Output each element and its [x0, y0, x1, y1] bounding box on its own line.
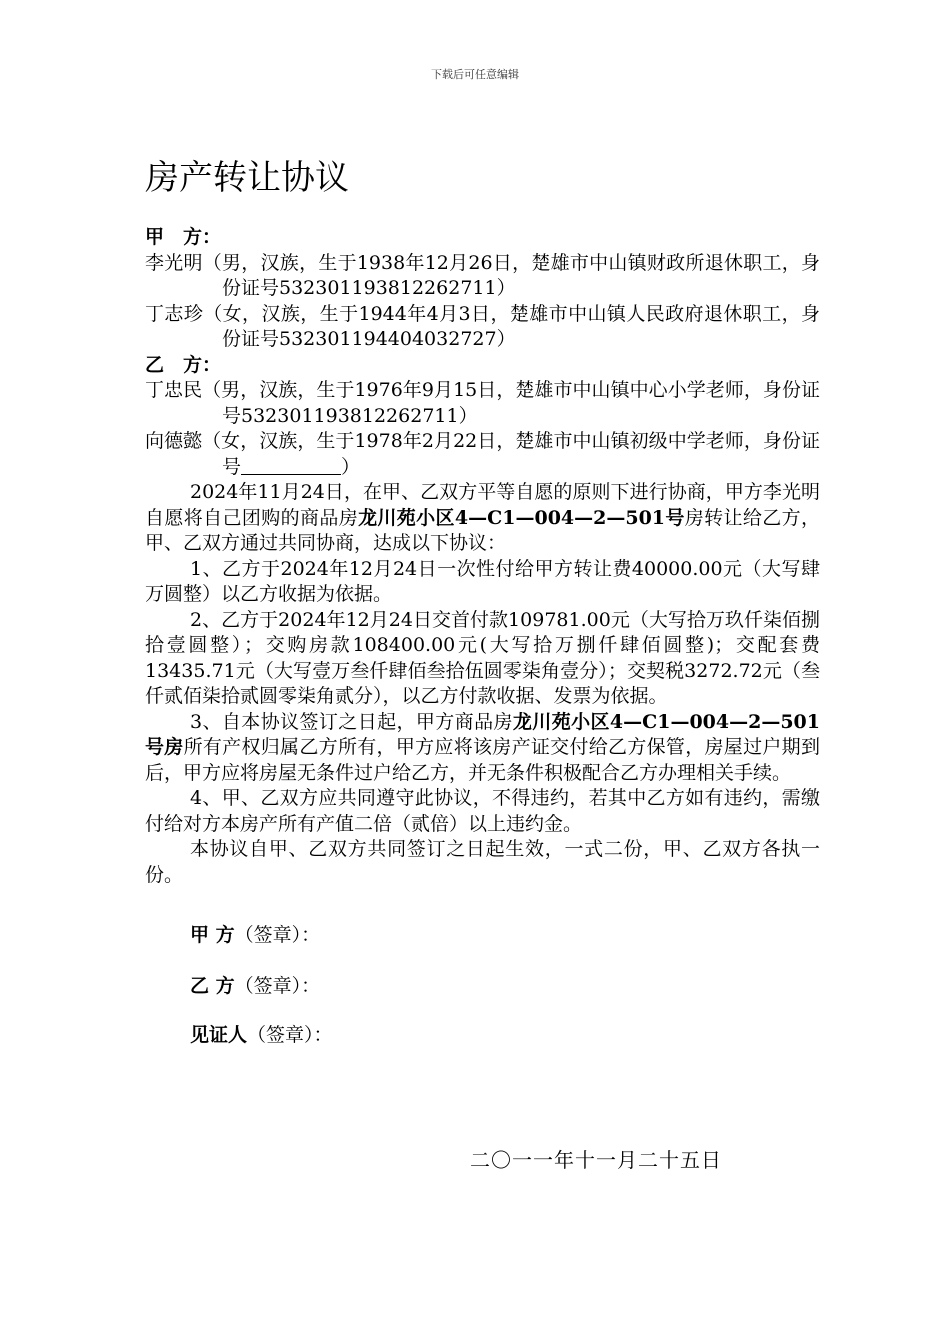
- party-b-heading: 乙 方：: [145, 353, 222, 376]
- party-b-person-2-text: 向德懿（女，汉族，生于1978年2月22日，楚雄市中山镇初级中学老师，身份证号: [145, 430, 820, 478]
- document-body: [145, 225, 820, 888]
- signature-party-a-seal: （签章）：: [234, 924, 321, 946]
- clause-4: 4、甲、乙双方应共同遵守此协议，不得违约，若其中乙方如有违约，需缴付给对方本房产所有产值二倍（贰倍）以上违约金。: [145, 787, 820, 835]
- document-title: 房产转让协议: [145, 158, 349, 198]
- clause-3-text-a: 3、自本协议签订之日起，甲方商品房: [190, 710, 513, 733]
- party-b-person-2-close: ）: [341, 455, 361, 478]
- signature-witness: [190, 1020, 333, 1047]
- signature-party-a: [190, 920, 320, 947]
- clause-3: [145, 710, 820, 787]
- intro-text-a: 2024年11月24日，在甲、乙双方平等自愿的原则下进行协商，甲方李光明自愿将自己团购的商品房: [145, 481, 820, 529]
- signature-party-b-label: 乙 方: [190, 975, 235, 997]
- party-b-person-1: 丁忠民（男，汉族，生于1976年9月15日，楚雄市中山镇中心小学老师，身份证号532301193812262711）: [145, 379, 820, 427]
- party-a-person-1: 李光明（男，汉族，生于1938年12月26日，楚雄市中山镇财政所退休职工，身份证号532301193812262711）: [145, 251, 820, 299]
- intro-paragraph: [145, 480, 820, 557]
- party-a-person-2: 丁志珍（女，汉族，生于1944年4月3日，楚雄市中山镇人民政府退休职工，身份证号532301194404032727）: [145, 302, 820, 350]
- signature-witness-label: 见证人: [190, 1024, 248, 1046]
- signature-party-b-seal: （签章）：: [234, 975, 321, 997]
- property-name: 龙川苑小区4—C1—004—2—501号: [358, 506, 685, 529]
- signature-witness-seal: （签章）：: [247, 1024, 333, 1046]
- intro-text-b: 房转让给乙方，甲、乙双方通过共同协商，达成以下协议：: [145, 506, 820, 554]
- document-date: 二〇一一年十一月二十五日: [470, 1148, 722, 1172]
- clause-5: 本协议自甲、乙双方共同签订之日起生效，一式二份，甲、乙双方各执一份。: [145, 838, 820, 886]
- signature-party-b: [190, 971, 320, 998]
- clause-1: 1、乙方于2024年12月24日一次性付给甲方转让费40000.00元（大写肆万圆整）以乙方收据为依据。: [145, 557, 820, 605]
- party-b-person-2: [145, 429, 820, 480]
- header-note: 下载后可任意编辑: [431, 68, 519, 81]
- party-a-heading: 甲 方：: [145, 226, 222, 248]
- clause-2: 2、乙方于2024年12月24日交首付款109781.00元（大写拾万玖仟柒佰捌拾壹圆整）；交购房款108400.00元(大写拾万捌仟肆佰圆整)；交配套费13435.71元（大写壹万叁仟肆佰叁拾伍圆零柒角壹分）；交契税3272.72元（叁仟贰佰柒拾贰圆零柒角贰分），以乙方付款收据、发票为依据。: [145, 608, 820, 707]
- signature-party-a-label: 甲 方: [190, 924, 235, 946]
- id-number-blank: [241, 456, 341, 475]
- clause-3-text-b: 所有产权归属乙方所有，甲方应将该房产证交付给乙方保管，房屋过户期到后，甲方应将房屋无条件过户给乙方，并无条件积极配合乙方办理相关手续。: [145, 736, 820, 784]
- clause-3-property: 龙川苑小区4—C1—004—2—501号房: [145, 710, 820, 758]
